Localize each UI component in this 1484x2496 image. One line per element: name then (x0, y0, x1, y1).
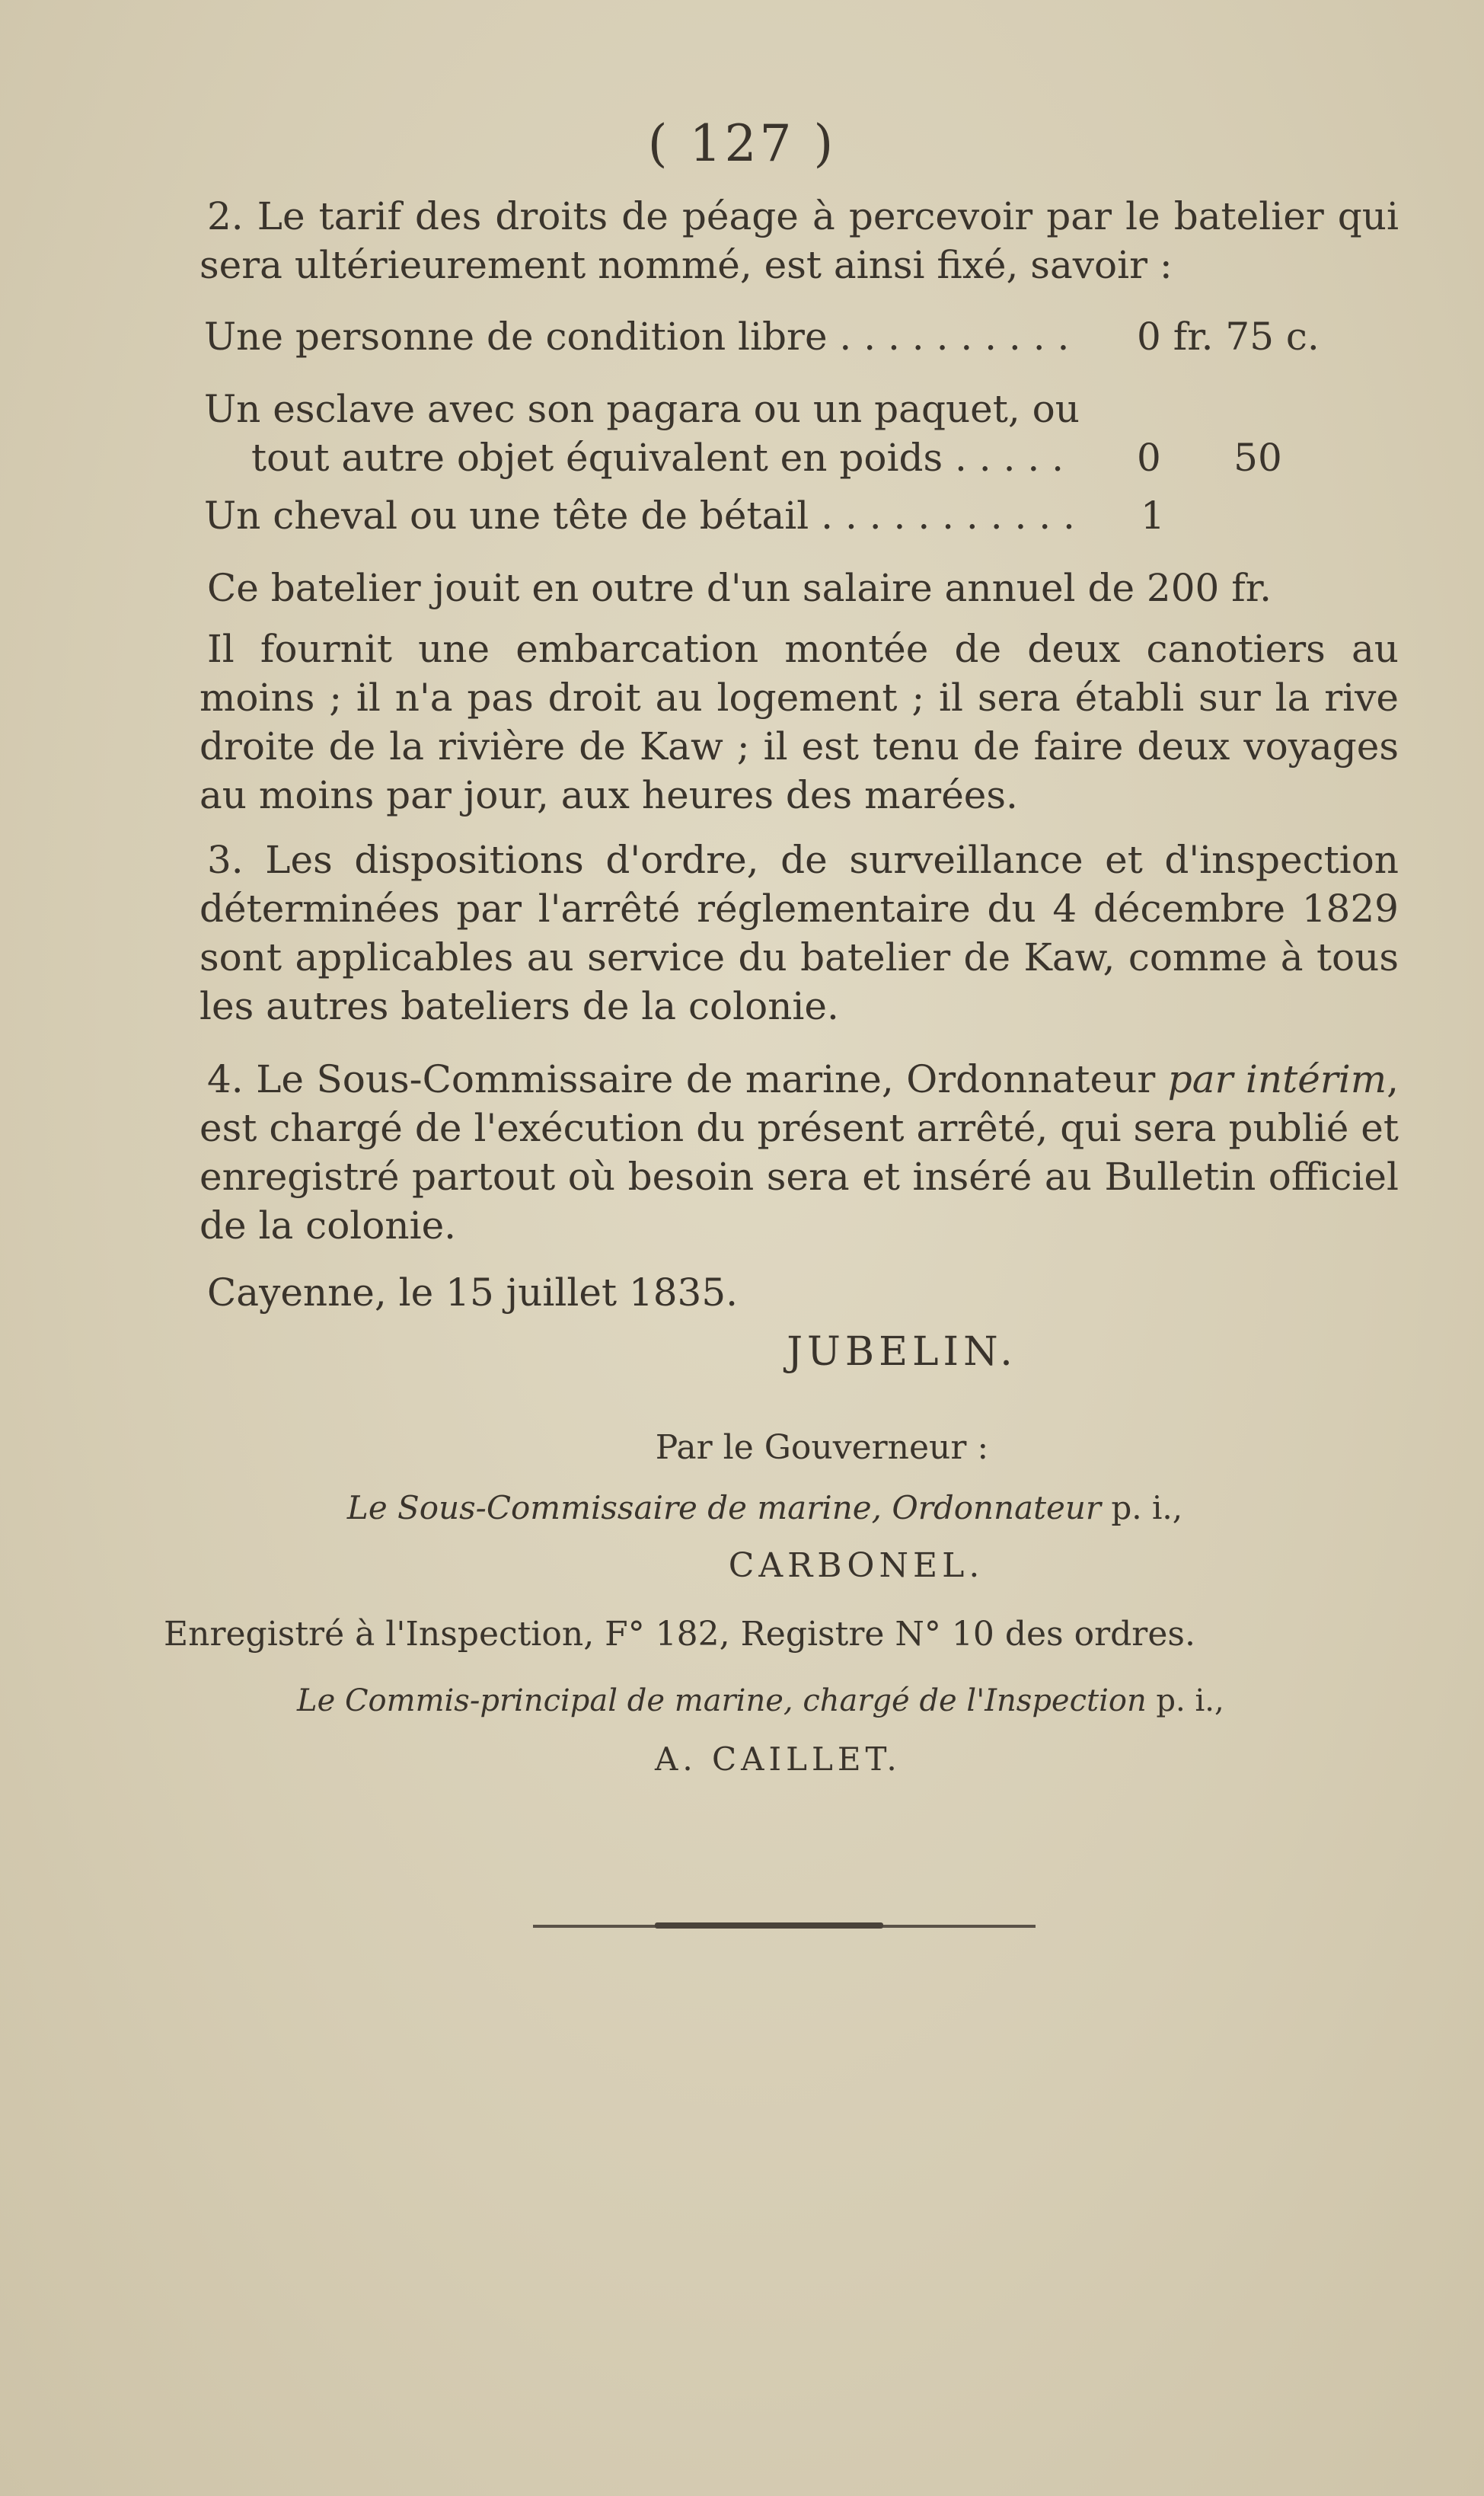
governor-signature: JUBELIN. (787, 1329, 1017, 1375)
ordonnateur-line (0, 1489, 1484, 1526)
tariff-label: Une personne de condition libre . . . . . . . . . . (204, 315, 1070, 359)
page-number: ( 127 ) (647, 114, 837, 173)
article-3: 3. Les dispositions d'ordre, de surveillance et d'inspection déterminées par l'arrêté réglementaire du 4 décembre 1829 sont applicables au service du batelier de Kaw, comme à tous les autres bateliers de la colonie. (199, 838, 1399, 1028)
commis-name: A. CAILLET. (655, 1740, 902, 1778)
salary-paragraph: Ce batelier jouit en outre d'un salaire annuel de 200 fr. (207, 566, 1272, 610)
end-rule-thick (655, 1922, 883, 1929)
tariff-amount: 0 50 (1137, 436, 1282, 480)
tariff-amount: 1 (1141, 494, 1165, 538)
by-governor: Par le Gouverneur : (655, 1428, 989, 1467)
article-4-pre: 4. Le Sous-Commissaire de marine, Ordonnateur (207, 1057, 1168, 1101)
duties-paragraph: Il fournit une embarcation montée de deux canotiers au moins ; il n'a pas droit au logement ; il sera établi sur la rive droite de la rivière de Kaw ; il est tenu de faire deux voyages au moins par jour, aux heures des marées. (199, 627, 1399, 817)
date-line: Cayenne, le 15 juillet 1835. (207, 1270, 739, 1315)
commis-title: Le Commis-principal de marine, chargé de l'Inspection (297, 1683, 1147, 1718)
article-2-intro: 2. Le tarif des droits de péage à percevoir par le batelier qui sera ultérieurement nommé, est ainsi fixé, savoir : (199, 194, 1399, 287)
ordonnateur-suffix: p. i., (1101, 1489, 1183, 1526)
ordonnateur-name: CARBONEL. (728, 1546, 985, 1585)
ordonnateur-title: Le Sous-Commissaire de marine, Ordonnateur (346, 1489, 1101, 1526)
registration-line: Enregistré à l'Inspection, F° 182, Registre N° 10 des ordres. (164, 1615, 1195, 1654)
article-4-italic: par intérim (1167, 1057, 1387, 1101)
article-4 (199, 1055, 1399, 1250)
article-4-post: , est chargé de l'exécution du présent arrêté, qui sera publié et enregistré partout où besoin sera et inséré au Bulletin officiel de la colonie. (199, 1057, 1399, 1248)
tariff-label-line1: Un esclave avec son pagara ou un paquet, ou (204, 387, 1080, 431)
tariff-label-line2: tout autre objet équivalent en poids . . . . . (251, 436, 1064, 480)
commis-line (297, 1683, 1224, 1718)
tariff-row-slave (204, 385, 1422, 482)
tariff-row-person (204, 312, 1422, 361)
tariff-row-horse (204, 491, 1422, 540)
tariff-amount: 0 fr. 75 c. (1137, 315, 1320, 359)
tariff-label: Un cheval ou une tête de bétail . . . . . . . . . . . (204, 494, 1075, 538)
commis-suffix: p. i., (1146, 1683, 1224, 1718)
